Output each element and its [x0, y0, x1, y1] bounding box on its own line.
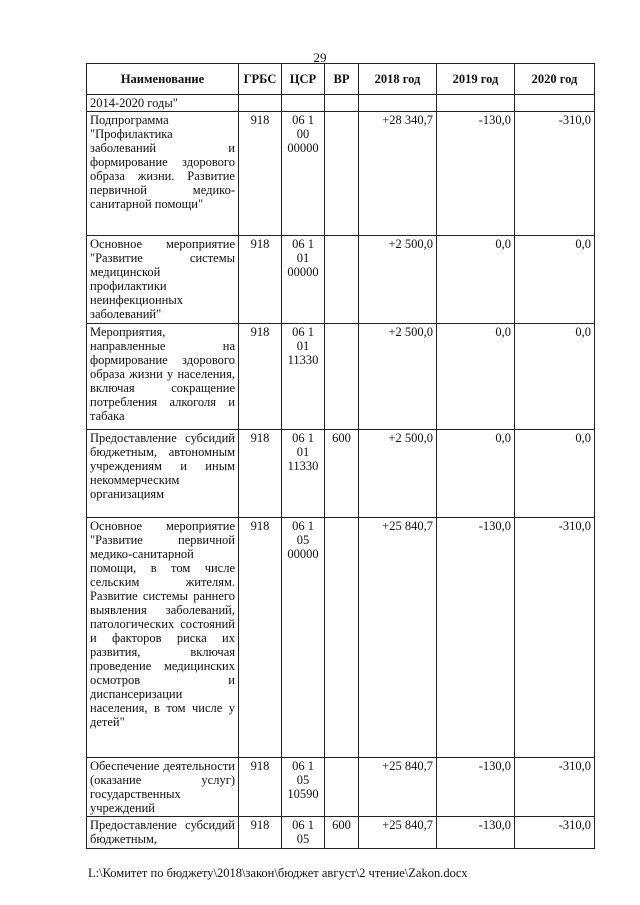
row-2020: 0,0	[515, 324, 595, 430]
row-name: Основное мероприятие "Развитие системы медицинской профилактики неинфекционных заболеваний"	[87, 236, 239, 324]
table-row	[87, 236, 595, 324]
row-csr: 06 1 01 11330	[282, 324, 325, 430]
row-csr: 06 1 01 00000	[282, 236, 325, 324]
row-csr: 06 1 05	[282, 817, 325, 849]
continuation-row	[87, 95, 595, 112]
row-2018: +25 840,7	[359, 758, 437, 817]
row-2019: 0,0	[437, 236, 515, 324]
row-name: Основное мероприятие "Развитие первичной медико-санитарной помощи, в том числе сельским жителям. Развитие системы раннего выявления заболеваний, патологических состояний и факторов риска их развития, включая проведение медицинских осмотров и диспансеризации населения, в том числе у детей"	[87, 518, 239, 758]
row-vr: 600	[325, 430, 359, 518]
header-row	[87, 64, 595, 95]
row-2019: 0,0	[437, 324, 515, 430]
header-name: Наименование	[87, 64, 239, 95]
header-vr: ВР	[325, 64, 359, 95]
page-number: 29	[313, 50, 327, 65]
row-2020: -310,0	[515, 518, 595, 758]
row-2020: -310,0	[515, 112, 595, 236]
row-2019: -130,0	[437, 518, 515, 758]
row-2019: -130,0	[437, 817, 515, 849]
row-2020: 0,0	[515, 236, 595, 324]
row-name: Предоставление субсидий бюджетным,	[87, 817, 239, 849]
row-grbs: 918	[239, 758, 282, 817]
row-name: Предоставление субсидий бюджетным, автономным учреждениям и иным некоммерческим организациям	[87, 430, 239, 518]
table-row	[87, 430, 595, 518]
row-csr: 06 1 05 00000	[282, 518, 325, 758]
row-csr: 06 1 01 11330	[282, 430, 325, 518]
row-2020: 0,0	[515, 430, 595, 518]
row-name: Подпрограмма "Профилактика заболеваний и формирование здорового образа жизни. Развитие первичной медико-санитарной помощи"	[87, 112, 239, 236]
row-vr	[325, 324, 359, 430]
row-2019: -130,0	[437, 112, 515, 236]
table-row	[87, 112, 595, 236]
row-2020: -310,0	[515, 758, 595, 817]
budget-table	[86, 63, 595, 849]
row-2018: +2 500,0	[359, 324, 437, 430]
row-grbs: 918	[239, 430, 282, 518]
row-grbs: 918	[239, 112, 282, 236]
row-vr: 600	[325, 817, 359, 849]
row-grbs: 918	[239, 518, 282, 758]
row-2019: 0,0	[437, 430, 515, 518]
row-name: Обеспечение деятельности (оказание услуг) государственных учреждений	[87, 758, 239, 817]
continuation-text: 2014-2020 годы"	[87, 95, 239, 112]
header-grbs: ГРБС	[239, 64, 282, 95]
table-row	[87, 817, 595, 849]
row-grbs: 918	[239, 236, 282, 324]
row-vr	[325, 236, 359, 324]
header-2020: 2020 год	[515, 64, 595, 95]
row-grbs: 918	[239, 817, 282, 849]
row-name: Мероприятия, направленные на формирование здорового образа жизни у населения, включая сокращение потребления алкоголя и табака	[87, 324, 239, 430]
table-row	[87, 518, 595, 758]
row-2018: +25 840,7	[359, 518, 437, 758]
row-2018: +2 500,0	[359, 236, 437, 324]
header-2019: 2019 год	[437, 64, 515, 95]
header-csr: ЦСР	[282, 64, 325, 95]
row-vr	[325, 518, 359, 758]
row-2020: -310,0	[515, 817, 595, 849]
row-2018: +25 840,7	[359, 817, 437, 849]
table-row	[87, 324, 595, 430]
row-vr	[325, 758, 359, 817]
row-csr: 06 1 00 00000	[282, 112, 325, 236]
header-2018: 2018 год	[359, 64, 437, 95]
row-2019: -130,0	[437, 758, 515, 817]
footer-file-path: L:\Комитет по бюджету\2018\закон\бюджет август\2 чтение\Zakon.docx	[88, 866, 468, 880]
row-csr: 06 1 05 10590	[282, 758, 325, 817]
row-vr	[325, 112, 359, 236]
row-2018: +28 340,7	[359, 112, 437, 236]
row-2018: +2 500,0	[359, 430, 437, 518]
table-row	[87, 758, 595, 817]
row-grbs: 918	[239, 324, 282, 430]
